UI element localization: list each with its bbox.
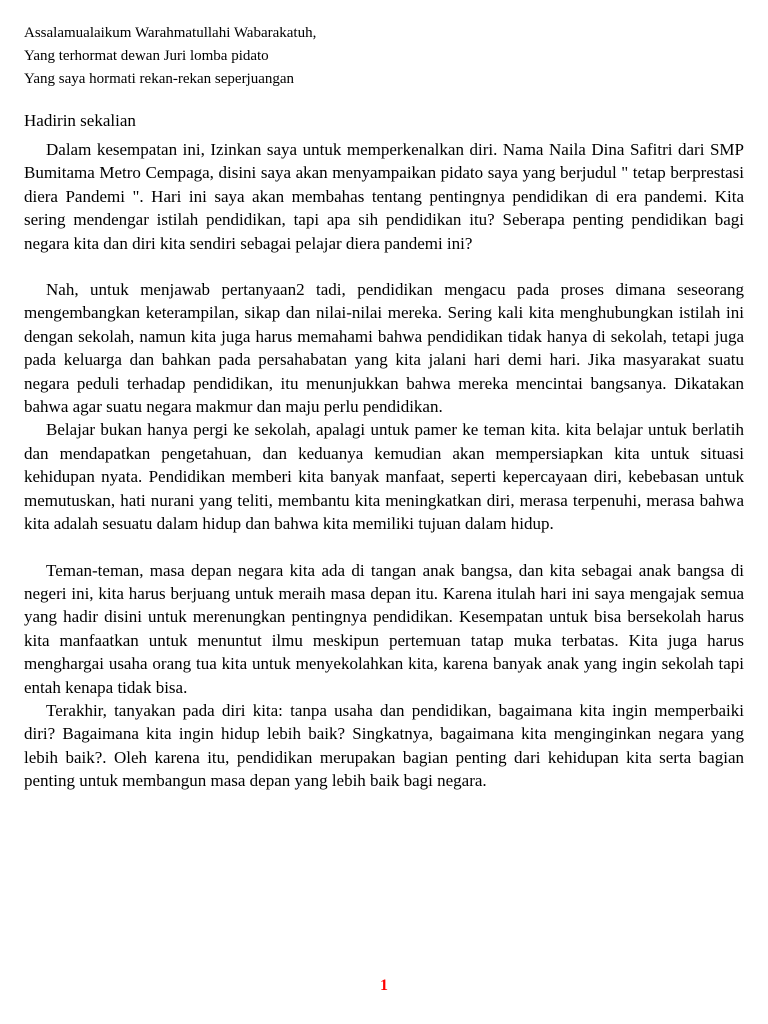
salutation-line: Assalamualaikum Warahmatullahi Wabarakatuh, — [24, 25, 317, 41]
jury-greeting-line: Yang terhormat dewan Juri lomba pidato — [24, 48, 269, 64]
paragraph-spacer — [24, 255, 744, 278]
paragraph-future-nation: Teman-teman, masa depan negara kita ada di tangan anak bangsa, dan kita sebagai anak bangsa di negeri ini, kita harus berjuang untuk meraih masa depan itu. Karena itulah hari ini saya mengajak semua yang hadir disini untuk merenungkan pentingnya pendidikan. Kesempatan untuk bisa bersekolah harus kita manfaatkan untuk menuntut ilmu meskipun pertemuan tatap muka terbatas. Kita juga harus menghargai usaha orang tua kita untuk menyekolahkan kita, karena banyak anak yang ingin sekolah tapi entah kenapa tidak bisa. — [24, 560, 744, 697]
peers-greeting-line: Yang saya hormati rekan-rekan seperjuangan — [24, 71, 295, 87]
paragraph-introduction: Dalam kesempatan ini, Izinkan saya untuk memperkenalkan diri. Nama Naila Dina Safitri dari SMP Bumitama Metro Cempaga, disini saya akan menyampaikan pidato saya yang berjudul " tetap berprestasi diera Pandemi ". Hari ini saya akan membahas tentang pentingnya pendidikan di era pandemi. Kita sering mendengar istilah pendidikan, tapi apa sih pendidikan itu? Seberapa penting pendidikan bagi negara kita dan diri kita sendiri sebagai pelajar diera pandemi ini? — [24, 140, 744, 253]
paragraph-learning-benefits: Belajar bukan hanya pergi ke sekolah, apalagi untuk pamer ke teman kita. kita belajar untuk berlatih dan mendapatkan pengetahuan, dan keduanya kemudian akan mempersiapkan kita untuk situasi kehidupan nyata. Pendidikan memberi kita banyak manfaat, seperti kepercayaan diri, kebebasan untuk memutuskan, hati nurani yang teliti, membantu kita meningkatkan diri, merasa terpenuhi, merasa bahwa kita adalah sesuatu dalam hidup dan bahwa kita memiliki tujuan dalam hidup. — [24, 420, 744, 534]
document-page — [24, 22, 744, 793]
paragraph-closing: Terakhir, tanyakan pada diri kita: tanpa usaha dan pendidikan, bagaimana kita ingin memperbaiki diri? Bagaimana kita ingin hidup lebih baik? Singkatnya, bagaimana kita menginginkan negara yang lebih baik?. Oleh karena itu, pendidikan merupakan bagian penting dari kehidupan kita serta bagian penting untuk membangun masa depan yang lebih baik bagi negara. — [24, 700, 744, 791]
page-number: 1 — [380, 977, 388, 994]
paragraph-spacer — [24, 536, 744, 559]
paragraph-education-definition: Nah, untuk menjawab pertanyaan2 tadi, pendidikan mengacu pada proses dimana seseorang mengembangkan keterampilan, sikap dan nilai-nilai mereka. Sering kali kita menghubungkan istilah ini dengan sekolah, namun kita juga harus memahami bahwa pendidikan tidak hanya di sekolah, tetapi juga pada keluarga dan bahkan pada persahabatan yang kita jalani hari demi hari. Jika masyarakat suatu negara peduli terhadap pendidikan, itu menunjukkan bahwa mereka mencintai bangsanya. Dikatakan bahwa agar suatu negara makmur dan maju perlu pendidikan. — [24, 280, 744, 417]
audience-address: Hadirin sekalian — [24, 111, 136, 130]
